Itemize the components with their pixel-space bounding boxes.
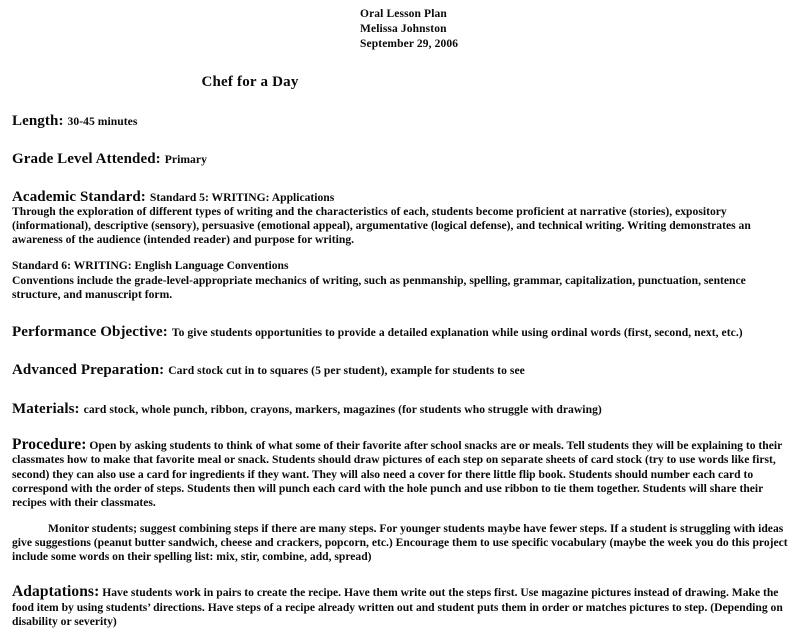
field-advanced-preparation [12, 362, 788, 379]
adaptations-label: Adaptations: [12, 583, 100, 601]
procedure-text-one: Open by asking students to think of what some of their favorite after school snacks are or meals. Tell students they will be explaining to their classmates how to make that favorite meal or snack. Students should draw pictures of each step on separate sheets of card stock (try to use words like first, second) they can also use a card for ingredients if they want. They will also need a cover for there little flip book. Students should number each card to correspond with the order of steps. Students then will punch each card with the hole punch and use ribbon to tie them together. Students will share their recipes with their classmates. [12, 439, 783, 510]
section-standard-six [12, 259, 788, 301]
performance-objective-label: Performance Objective: [12, 323, 168, 340]
section-procedure [12, 438, 788, 564]
header-author-name: Melissa Johnston [360, 23, 447, 36]
standard-six-body: Conventions include the grade-level-appropriate mechanics of writing, such as penmanship, spelling, grammar, capitalization, punctuation, sentence structure, and manuscript form. [12, 273, 746, 301]
procedure-paragraph-two: Monitor students; suggest combining steps if there are many steps. For younger students maybe have fewer steps. If a student is struggling with ideas give suggestions (peanut butter sandwich, cheese and crackers, popcorn, etc.) Encourage them to use specific vocabulary (maybe the week you do this project include some words on their spelling list: mix, stir, combine, add, spread) [12, 521, 788, 564]
adaptations-paragraph [12, 585, 788, 629]
document-header [12, 7, 788, 53]
length-label: Length: [12, 112, 64, 129]
materials-value: card stock, whole punch, ribbon, crayons, markers, magazines (for students who struggle with drawing) [83, 402, 602, 416]
header-document-type: Oral Lesson Plan [360, 8, 447, 20]
section-academic-standard [12, 189, 788, 248]
academic-standard-value: Standard 5: WRITING: Applications [149, 190, 335, 204]
procedure-label: Procedure: [12, 436, 87, 454]
grade-level-label: Grade Level Attended: [12, 151, 161, 168]
spacer [12, 247, 788, 259]
grade-level-value: Primary [164, 153, 207, 167]
lesson-title: Chef for a Day [201, 73, 299, 90]
academic-standard-label: Academic Standard: [12, 188, 146, 205]
adaptations-text: Have students work in pairs to create the recipe. Have them write out the steps first. Use magazine pictures instead of drawing. Make the food item by using students’ directions. Have steps of a recipe already written out and student puts them in order or matches pictures to step. (Depending on disability or severity) [12, 586, 783, 628]
field-performance-objective [12, 324, 788, 341]
field-materials [12, 401, 788, 418]
academic-standard-headline [12, 189, 788, 206]
procedure-paragraph-one [12, 438, 788, 510]
section-adaptations [12, 585, 788, 629]
academic-standard-body: Through the exploration of different types of writing and the characteristics of each, students become proficient at narrative (stories), expository (informational), descriptive (sensory), persuasive (emotional appeal), argumentative (logical defense), and technical writing. Writing demonstrates an awareness of the audience (intended reader) and purpose for writing. [12, 205, 751, 247]
standard-six-heading: Standard 6: WRITING: English Language Conventions [12, 259, 289, 273]
materials-label: Materials: [12, 400, 80, 417]
performance-objective-value: To give students opportunities to provide a detailed explanation while using ordinal words (first, second, next, etc.) [171, 325, 743, 339]
field-grade-level [12, 151, 788, 168]
field-length [12, 113, 788, 130]
advanced-preparation-value: Card stock cut in to squares (5 per student), example for students to see [168, 364, 525, 378]
header-date: September 29, 2006 [360, 38, 459, 51]
length-value: 30-45 minutes [67, 114, 138, 128]
advanced-preparation-label: Advanced Preparation: [12, 362, 165, 379]
